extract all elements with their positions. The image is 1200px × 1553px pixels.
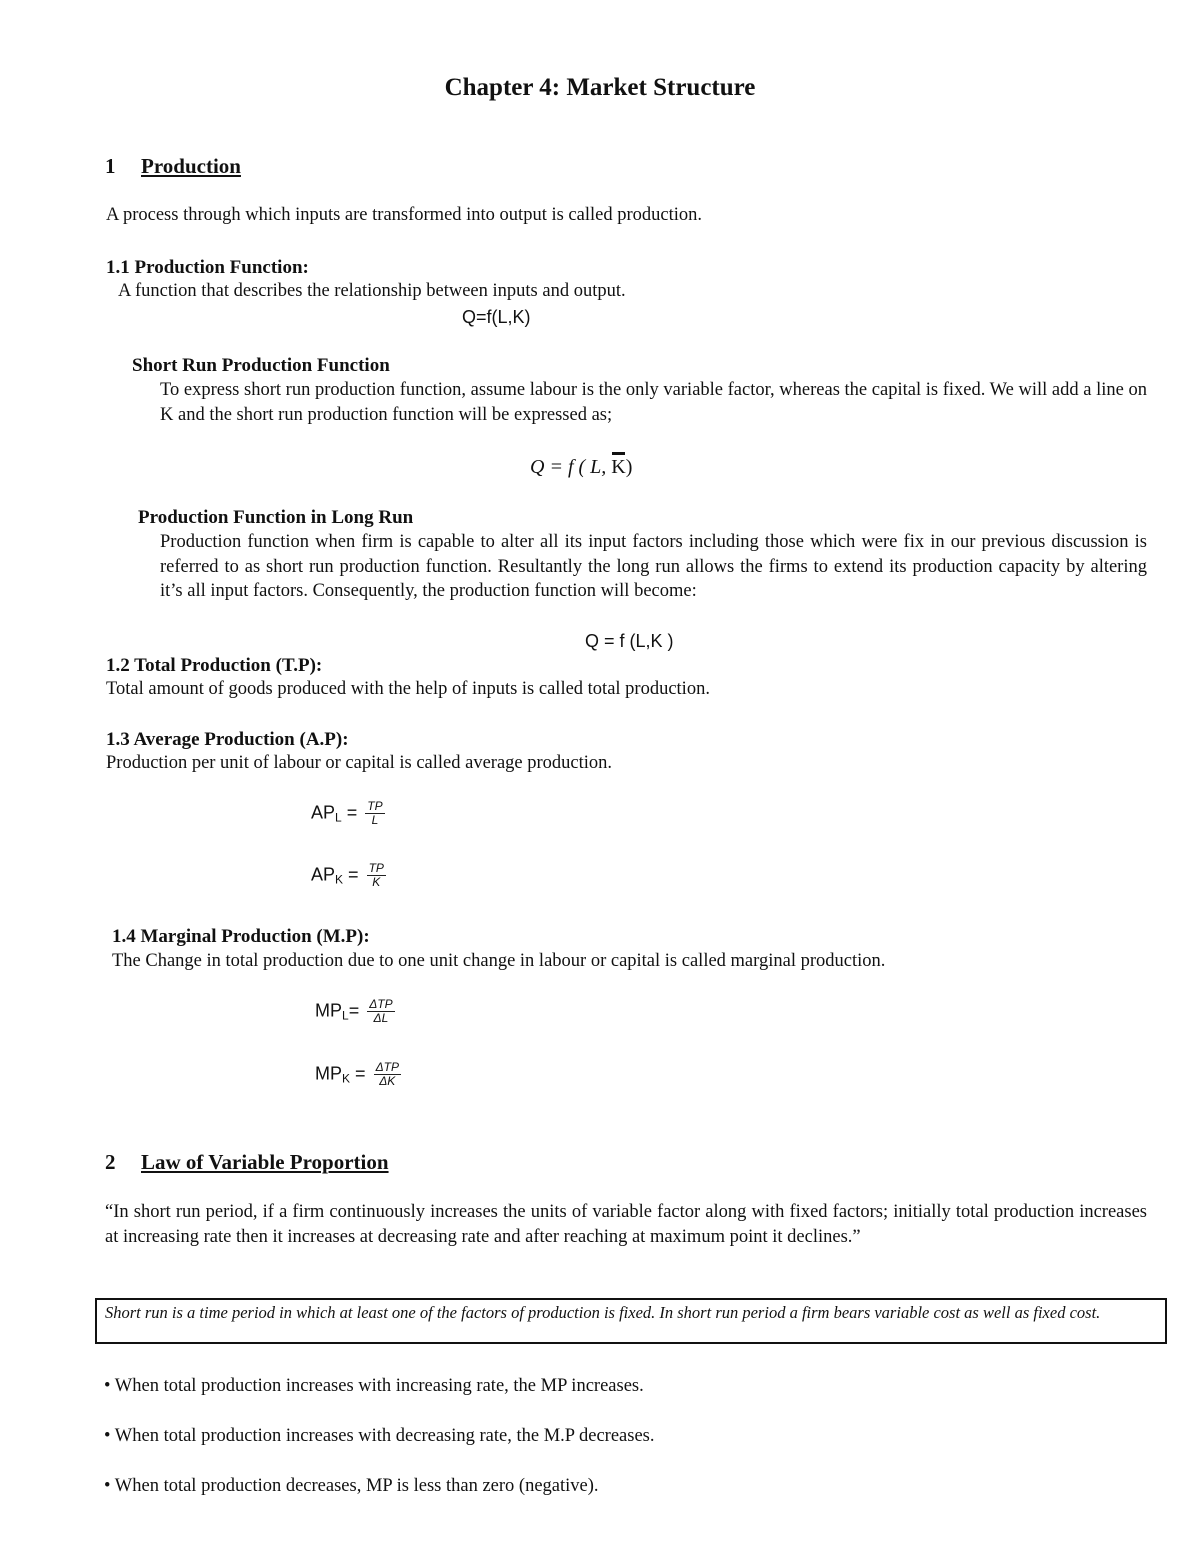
short-run-text: To express short run production function, assume labour is the only variable factor, whereas the capital is fixed. We will add a line on K and the short run production function will be expressed as; <box>160 380 1147 425</box>
mpl-fraction: $\frac{\text{ΔTP}}{\Delta L}$ <box>369 997 393 1026</box>
long-run-formula: Q = f (L,K ) <box>585 631 674 651</box>
production-function-text: A function that describes the relationship between inputs and output. <box>118 281 626 301</box>
apk-formula: $AP_K$ = $\frac{TP}{K}$ <box>311 861 384 890</box>
bullet-item-3: • When total production decreases, MP is less than zero (negative). <box>104 1476 599 1496</box>
section-2-number: 2 <box>105 1150 116 1174</box>
bullet-item-1: • When total production increases with increasing rate, the MP increases. <box>104 1376 644 1396</box>
marginal-production-heading: 1.4 Marginal Production (M.P): <box>112 926 370 947</box>
production-definition: A process through which inputs are transformed into output is called production. <box>106 205 702 225</box>
apl-formula: $AP_L$ = $\frac{TP}{L}$ <box>311 799 383 828</box>
short-run-formula <box>530 456 632 479</box>
average-production-text: Production per unit of labour or capital is called average production. <box>106 753 613 773</box>
page-title: Chapter 4: Market Structure <box>444 74 756 101</box>
section-1-heading <box>105 154 241 178</box>
section-1-number: 1 <box>105 154 116 178</box>
k-bar-symbol: K <box>611 456 626 478</box>
short-run-heading: Short Run Production Function <box>132 355 390 376</box>
short-run-note-text: Short run is a time period in which at least one of the factors of production is fixed. In short run period a firm bears variable cost as well as fixed cost. <box>105 1303 1101 1322</box>
long-run-heading: Production Function in Long Run <box>138 507 414 528</box>
total-production-text: Total amount of goods produced with the help of inputs is called total production. <box>106 679 710 699</box>
mpk-formula: $MP_K$ = $\frac{\text{ΔTP}}{\Delta K}$ <box>315 1060 399 1089</box>
production-function-heading: 1.1 Production Function: <box>106 257 309 278</box>
apk-fraction: $\frac{TP}{K}$ <box>368 861 384 890</box>
section-2-heading <box>105 1150 389 1174</box>
short-run-formula-rhs: ) <box>625 456 633 478</box>
short-run-formula-lhs: Q = f ( L, <box>530 456 607 478</box>
law-quote: “In short run period, if a firm continuously increases the units of variable factor along with fixed factors; initially total production increases at increasing rate then it increases at decreasing rate and after reaching at maximum point it declines.” <box>105 1202 1147 1247</box>
production-function-formula: Q=f(L,K) <box>462 307 531 327</box>
average-production-heading: 1.3 Average Production (A.P): <box>106 729 349 750</box>
mpk-fraction: $\frac{\text{ΔTP}}{\Delta K}$ <box>375 1060 399 1089</box>
long-run-text: Production function when firm is capable to alter all its input factors including those which were fix in our previous discussion is referred to as short run production function. Resultantly the long run allows the firms to extend its production capacity by altering it’s all input factors. Consequently, the production function will become: <box>160 532 1147 602</box>
bullet-item-2: • When total production increases with decreasing rate, the M.P decreases. <box>104 1426 655 1446</box>
mpl-formula: $MP_L=$ $\frac{\text{ΔTP}}{\Delta L}$ <box>315 997 393 1026</box>
apl-fraction: $\frac{TP}{L}$ <box>367 799 383 828</box>
marginal-production-text: The Change in total production due to one unit change in labour or capital is called marginal production. <box>112 951 886 971</box>
short-run-note-box <box>95 1298 1167 1344</box>
section-2-title: Law of Variable Proportion <box>141 1150 389 1174</box>
section-1-title: Production <box>141 154 241 178</box>
total-production-heading: 1.2 Total Production (T.P): <box>106 655 323 676</box>
